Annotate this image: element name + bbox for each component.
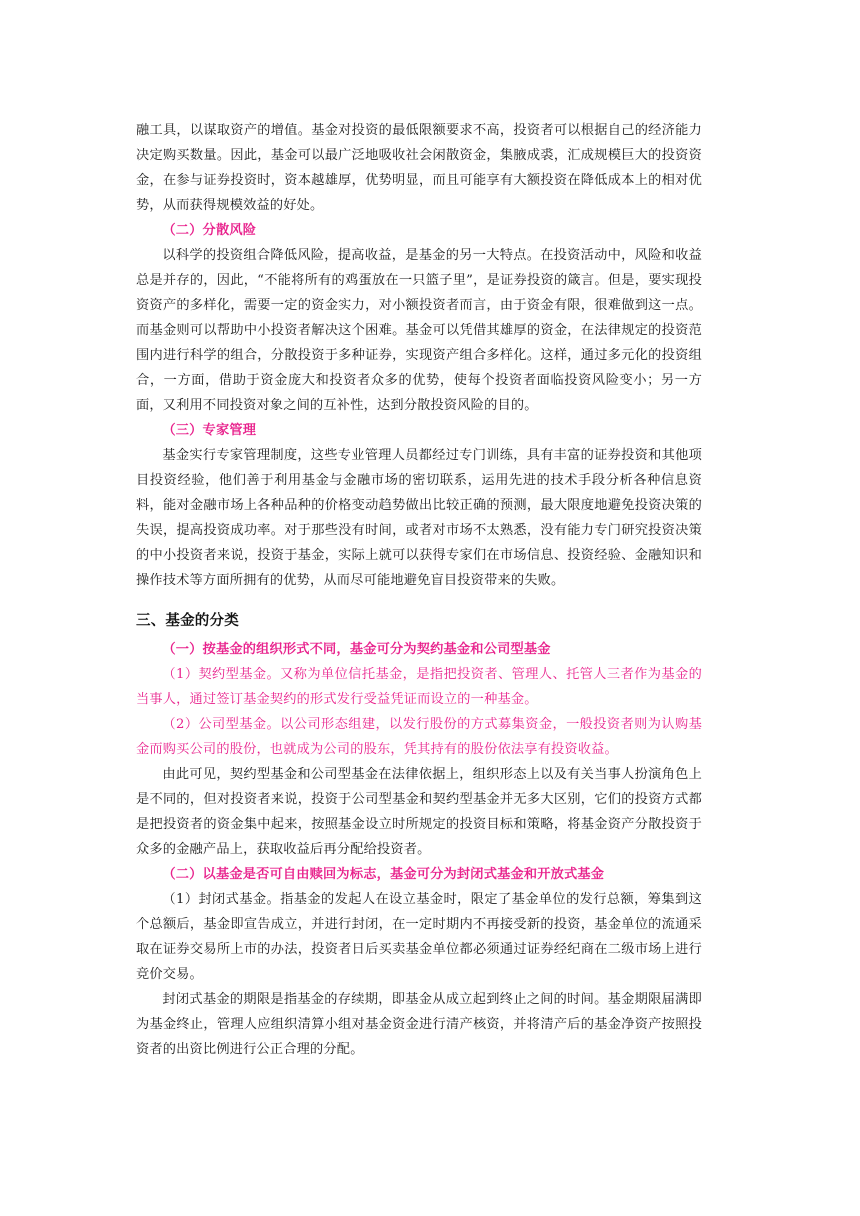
paragraph-contract-fund: （1）契约型基金。又称为单位信托基金，是指把投资者、管理人、托管人三者作为基金的当事人，通过签订基金契约的形式发行受益凭证而设立的一种基金。 — [136, 667, 702, 707]
paragraph-corporate-fund: （2）公司型基金。以公司形态组建，以发行股份的方式募集资金，一般投资者则为认购基金而购买公司的股份，也就成为公司的股东，凭其持有的股份依法享有投资收益。 — [136, 717, 702, 757]
section-heading-fund-classification: 三、基金的分类 — [136, 613, 239, 629]
document-body — [136, 118, 702, 1062]
paragraph-scale-advantage: 融工具，以谋取资产的增值。基金对投资的最低限额要求不高，投资者可以根据自己的经济能力决定购买数量。因此，基金可以最广泛地吸收社会闲散资金，集腋成裘，汇成规模巨大的投资资金，在参与证券投资时，资本越雄厚，优势明显，而且可能享有大额投资在降低成本上的相对优势，从而获得规模效益的好处。 — [136, 123, 702, 213]
paragraph-expert-management: 基金实行专家管理制度，这些专业管理人员都经过专门训练，具有丰富的证券投资和其他项目投资经验，他们善于利用基金与金融市场的密切联系，运用先进的技术手段分析各种信息资料，能对金融市场上各种品种的价格变动趋势做出比较正确的预测，最大限度地避免投资决策的失误，提高投资成功率。对于那些没有时间，或者对市场不太熟悉，没有能力专门研究投资决策的中小投资者来说，投资于基金，实际上就可以获得专家们在市场信息、投资经验、金融知识和操作技术等方面所拥有的优势，从而尽可能地避免盲目投资带来的失败。 — [136, 448, 702, 588]
subheading-risk-diversification: （二）分散风险 — [162, 223, 257, 238]
subheading-organization-form: （一）按基金的组织形式不同，基金可分为契约基金和公司型基金 — [162, 642, 551, 657]
subheading-expert-management: （三）专家管理 — [162, 423, 257, 438]
paragraph-closed-end-fund: （1）封闭式基金。指基金的发起人在设立基金时，限定了基金单位的发行总额，筹集到这个总额后，基金即宣告成立，并进行封闭，在一定时期内不再接受新的投资，基金单位的流通采取在证券交易所上市的办法，投资者日后买卖基金单位都必须通过证券经纪商在二级市场上进行竞价交易。 — [136, 892, 702, 982]
subheading-redemption: （二）以基金是否可自由赎回为标志，基金可分为封闭式基金和开放式基金 — [162, 867, 605, 882]
paragraph-risk-diversification: 以科学的投资组合降低风险，提高收益，是基金的另一大特点。在投资活动中，风险和收益总是并存的，因此，“不能将所有的鸡蛋放在一只篮子里”，是证券投资的箴言。但是，要实现投资资产的多样化，需要一定的资金实力，对小额投资者而言，由于资金有限，很难做到这一点。而基金则可以帮助中小投资者解决这个困难。基金可以凭借其雄厚的资金，在法律规定的投资范围内进行科学的组合，分散投资于多种证券，实现资产组合多样化。这样，通过多元化的投资组合，一方面，借助于资金庞大和投资者众多的优势，使每个投资者面临投资风险变小；另一方面，又利用不同投资对象之间的互补性，达到分散投资风险的目的。 — [136, 248, 702, 413]
paragraph-fund-comparison: 由此可见，契约型基金和公司型基金在法律依据上，组织形态上以及有关当事人扮演角色上是不同的，但对投资者来说，投资于公司型基金和契约型基金并无多大区别，它们的投资方式都是把投资者的资金集中起来，按照基金设立时所规定的投资目标和策略，将基金资产分散投资于众多的金融产品上，获取收益后再分配给投资者。 — [136, 767, 702, 857]
paragraph-fund-term: 封闭式基金的期限是指基金的存续期，即基金从成立起到终止之间的时间。基金期限届满即为基金终止，管理人应组织清算小组对基金资金进行清产核资，并将清产后的基金净资产按照投资者的出资比例进行公正合理的分配。 — [136, 992, 702, 1057]
